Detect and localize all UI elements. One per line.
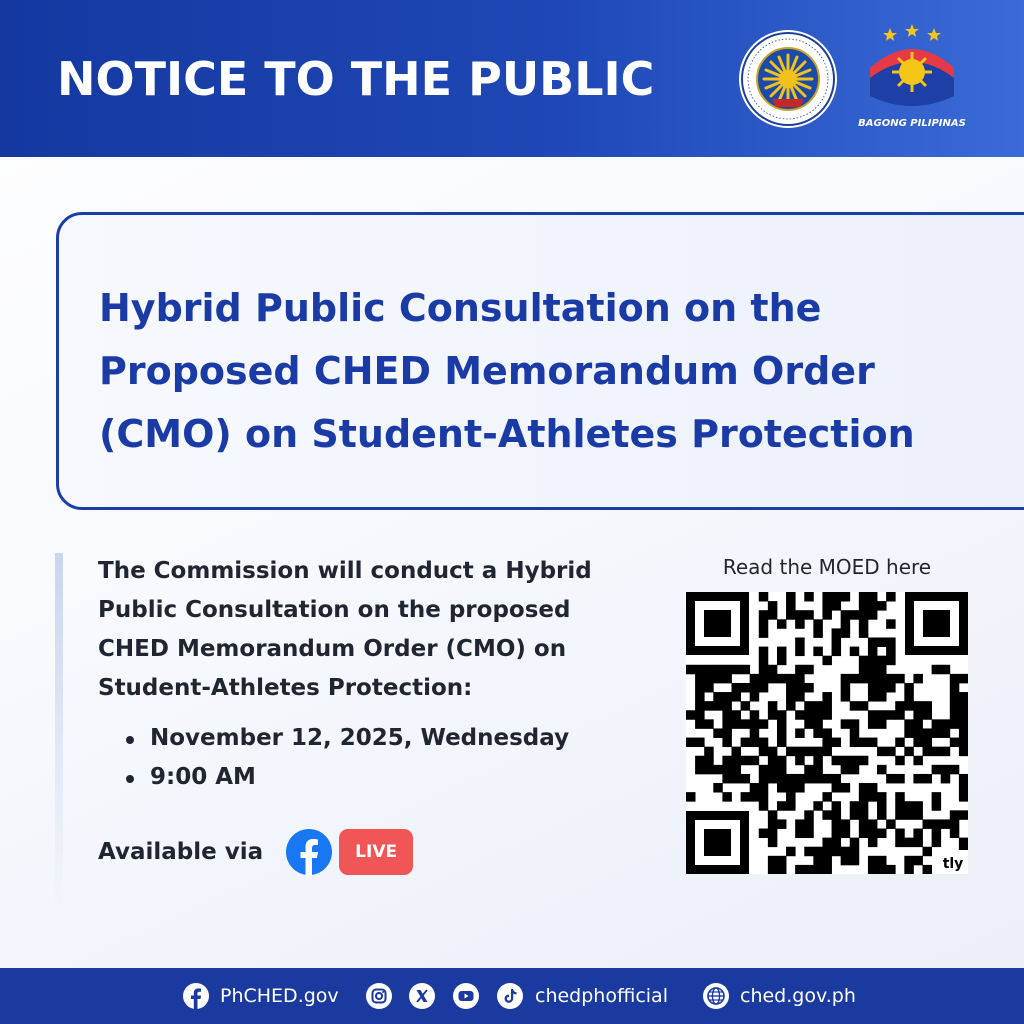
title-line: Hybrid Public Consultation on the [99, 286, 822, 330]
globe-icon[interactable] [702, 982, 730, 1010]
announcement-line: CHED Memorandum Order (CMO) on [98, 636, 567, 662]
live-badge[interactable]: LIVE [339, 829, 413, 875]
announcement-line: Student-Athletes Protection: [98, 675, 473, 701]
qr-code-icon[interactable] [686, 592, 968, 874]
youtube-icon[interactable] [452, 982, 480, 1010]
schedule-date: November 12, 2025, Wednesday [122, 719, 569, 758]
qr-caption: Read the MOED here [722, 555, 932, 579]
available-via-label: Available via [98, 839, 264, 865]
footer-social-handle[interactable]: chedphofficial [535, 985, 668, 1007]
ched-seal-icon [738, 29, 838, 129]
qr-corner-mark: tly [942, 856, 964, 872]
title-line: (CMO) on Student-Athletes Protection [99, 412, 915, 456]
footer-website-link[interactable]: ched.gov.ph [740, 985, 856, 1007]
schedule-time: 9:00 AM [122, 758, 569, 797]
consultation-title [99, 277, 979, 466]
footer-facebook-link[interactable]: PhCHED.gov [220, 985, 339, 1007]
schedule-list [122, 719, 569, 797]
announcement-line: The Commission will conduct a Hybrid [98, 558, 592, 584]
footer-bar [0, 968, 1024, 1024]
available-via-row [98, 828, 413, 876]
x-icon[interactable] [408, 982, 436, 1010]
tiktok-icon[interactable] [496, 982, 524, 1010]
accent-bar [55, 553, 63, 913]
bagong-pilipinas-logo-icon [862, 24, 962, 114]
instagram-icon[interactable] [365, 982, 393, 1010]
page-title: NOTICE TO THE PUBLIC [57, 52, 655, 106]
title-line: Proposed CHED Memorandum Order [99, 349, 875, 393]
title-card [56, 212, 1024, 510]
announcement-line: Public Consultation on the proposed [98, 597, 571, 623]
announcement-text [98, 552, 658, 708]
header-banner [0, 0, 1024, 157]
bagong-pilipinas-label: BAGONG PILIPINAS [858, 118, 966, 129]
facebook-icon[interactable] [182, 982, 210, 1010]
facebook-icon[interactable] [285, 828, 333, 876]
